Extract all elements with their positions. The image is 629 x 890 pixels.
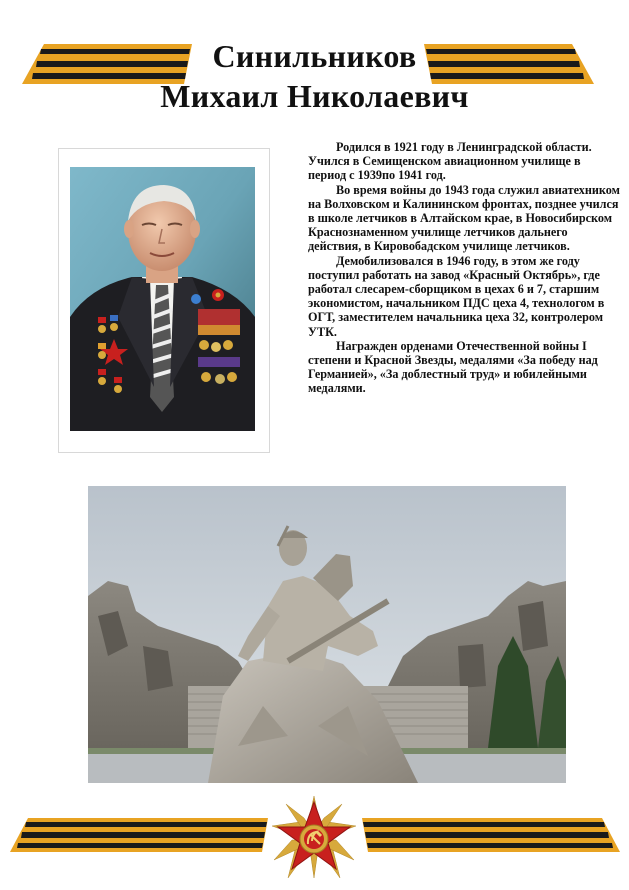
st-george-ribbon-icon bbox=[362, 818, 620, 852]
biography-paragraph: Родился в 1921 году в Ленинградской области. Учился в Семищенском авиационном училище в период с 1939по 1941 год. bbox=[308, 140, 592, 183]
biography-paragraph: Во время войны до 1943 года служил авиатехником на Волховском и Калининском фронтах, позднее учился в школе летчиков в Алтайском крае, в Новосибирском Краснознаменном училище летчиков дальнего действия, в Кировобадском училище летчиков. bbox=[308, 182, 620, 254]
page-title-given-names: Михаил Николаевич bbox=[160, 78, 469, 114]
portrait-frame bbox=[58, 148, 270, 453]
st-george-ribbon-icon bbox=[10, 818, 268, 852]
veteran-portrait-photo bbox=[70, 167, 255, 431]
order-of-patriotic-war-icon bbox=[270, 794, 358, 880]
page-title-surname: Синильников bbox=[212, 38, 417, 74]
biography-paragraph: Демобилизовался в 1946 году, в этом же году поступил работать на завод «Красный Октябрь», где работал слесарем-сборщиком в цехах 6 и 7, старшим экономистом, начальником ПДС цеха 4, технологом в ОГТ, заместителем начальника цеха 32, контролером УТК. bbox=[308, 253, 605, 339]
biography-paragraph: Награжден орденами Отечественной войны I степени и Красной Звезды, медалями «За победу над Германией», «За доблестный труд» и юбилейными медалями. bbox=[308, 338, 598, 396]
memorial-statue-photo bbox=[88, 486, 566, 783]
biography-text bbox=[308, 140, 620, 396]
